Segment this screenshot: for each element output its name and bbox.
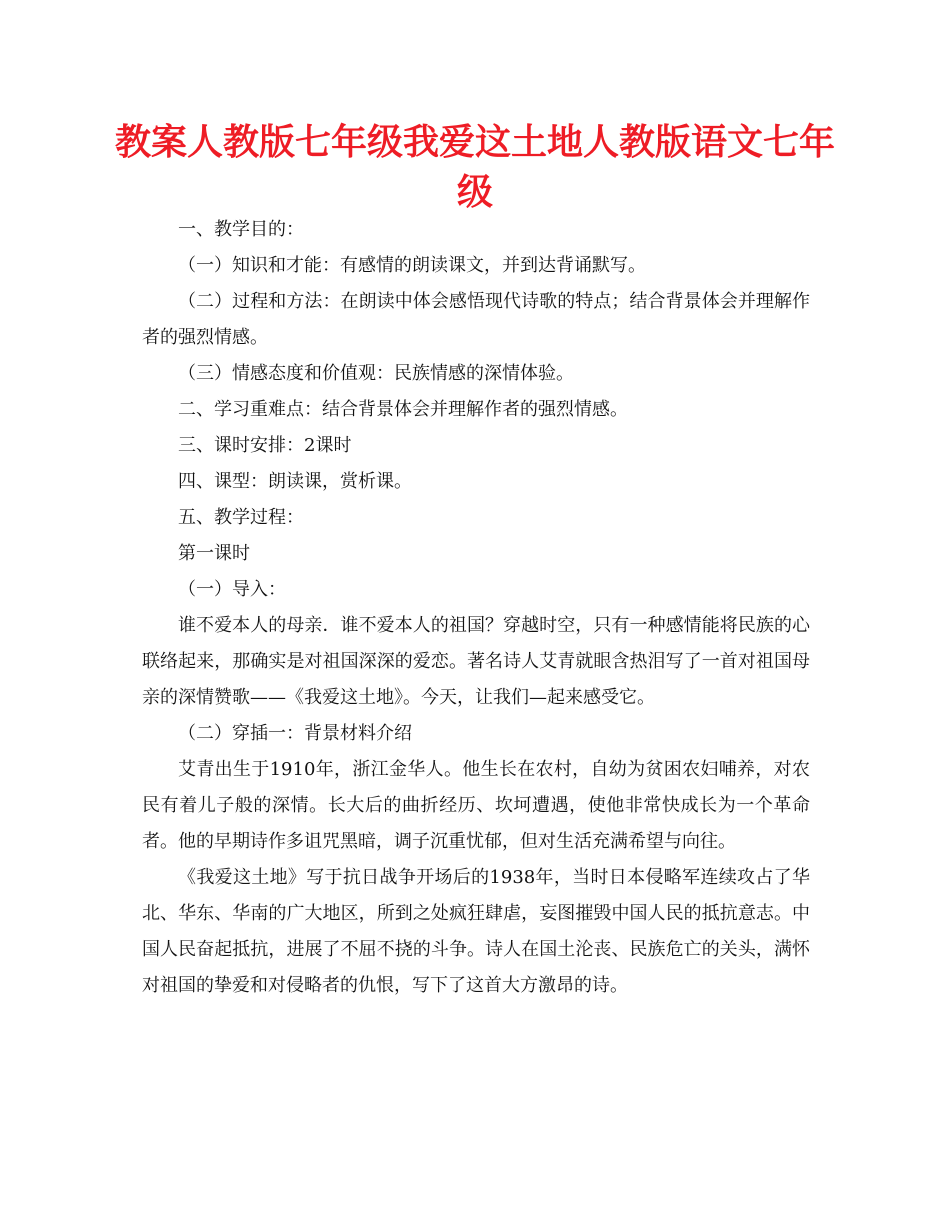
paragraph: 二、学习重难点：结合背景体会并理解作者的强烈情感。	[178, 399, 628, 420]
paragraph: 三、课时安排：2课时	[178, 435, 352, 456]
paragraph: 一、教学目的：	[178, 219, 304, 240]
paragraph: （三）情感态度和价值观：民族情感的深情体验。	[178, 363, 574, 384]
document-title: 教案人教版七年级我爱这土地人教版语文七年级	[114, 122, 835, 213]
paragraph: （二）过程和方法：在朗读中体会感悟现代诗歌的特点；结合背景体会并理解作者的强烈情感。	[142, 291, 810, 348]
paragraph: （一）知识和才能：有感情的朗读课文，并到达背诵默写。	[178, 255, 646, 276]
paragraph: 《我爱这土地》写于抗日战争开场后的1938年，当时日本侵略军连续攻占了华北、华东、华南的广大地区，所到之处疯狂肆虐，妄图摧毁中国人民的抵抗意志。中国人民奋起抵抗，进展了不屈不挠的斗争。诗人在国土沦丧、民族危亡的关头，满怀对祖国的挚爱和对侵略者的仇恨，写下了这首大方激昂的诗。	[142, 867, 810, 996]
paragraph: （一）导入：	[178, 579, 286, 600]
paragraph: （二）穿插一：背景材料介绍	[178, 723, 412, 744]
document-body	[142, 212, 810, 1004]
paragraph: 谁不爱本人的母亲．谁不爱本人的祖国？穿越时空，只有一种感情能将民族的心联络起来，那确实是对祖国深深的爱恋。著名诗人艾青就眼含热泪写了一首对祖国母亲的深情赞歌——《我爱这土地》。今天，让我们—起来感受它。	[142, 615, 810, 708]
paragraph: 第一课时	[178, 543, 250, 564]
paragraph: 艾青出生于1910年，浙江金华人。他生长在农村，自幼为贫困农妇哺养，对农民有着儿子般的深情。长大后的曲折经历、坎坷遭遇，使他非常快成长为一个革命者。他的早期诗作多诅咒黑暗，调子沉重忧郁，但对生活充满希望与向往。	[142, 759, 810, 852]
paragraph: 五、教学过程：	[178, 507, 304, 528]
paragraph: 四、课型：朗读课，赏析课。	[178, 471, 412, 492]
